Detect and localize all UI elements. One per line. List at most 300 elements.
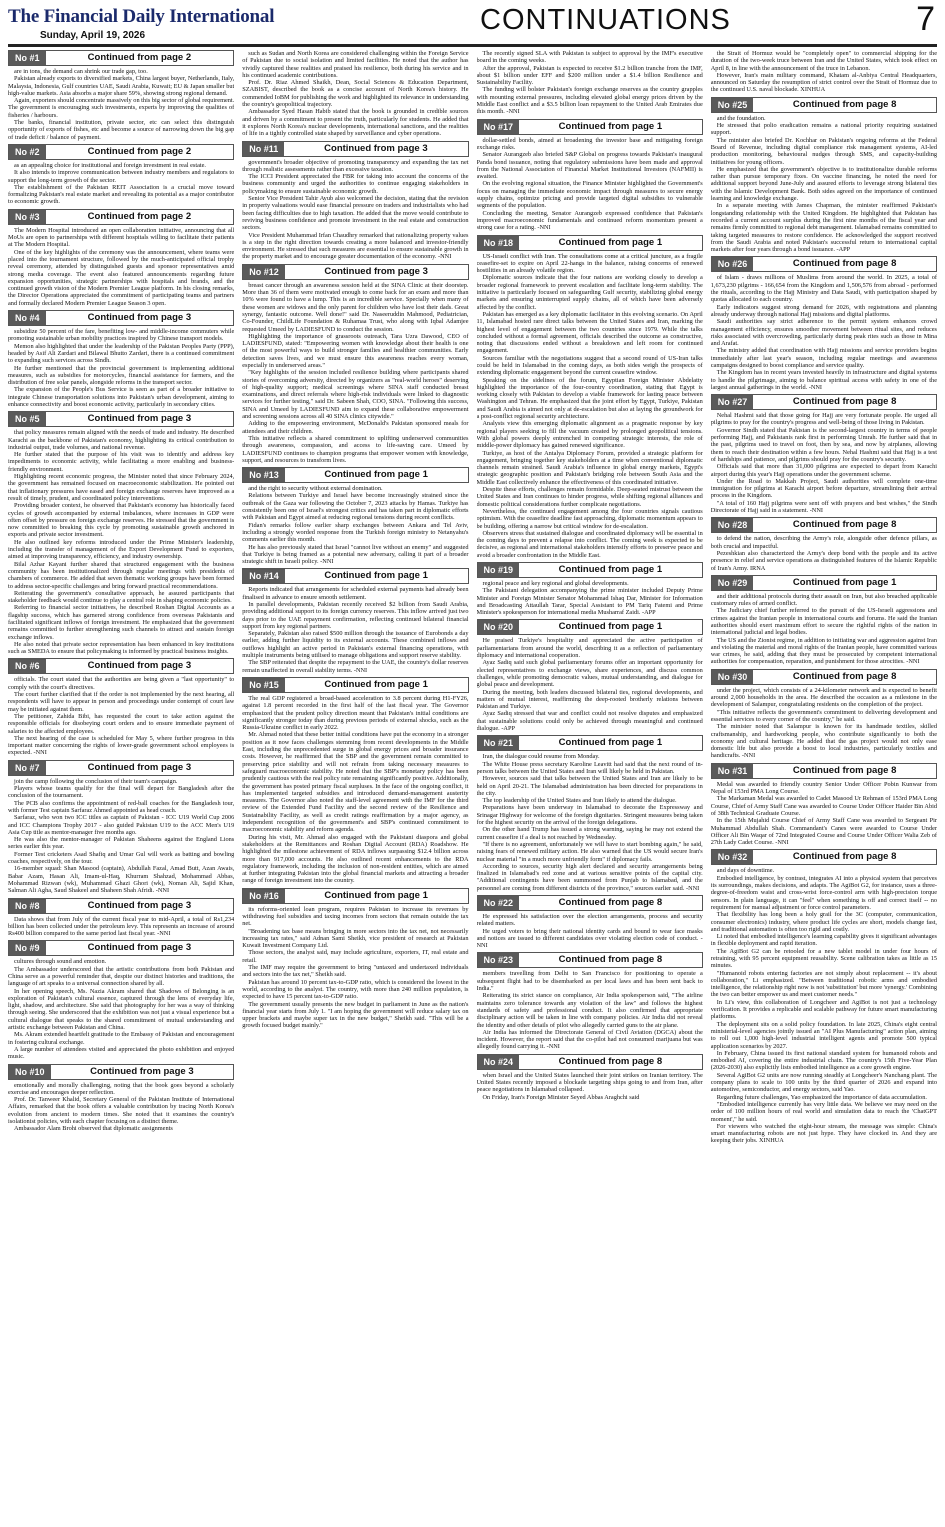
article-title: Continued from page 3 [87,899,192,911]
article [8,898,234,938]
article-paragraph: Prof. Dr. Riaz Ahmed Shaikh, Dean, Social Sciences & Education Department, SZABIST, described the book as a concise account of North Korea's history. He commended IoBM for publishing the work and highlighted its relevance in understanding the country's geopolitical trajectory. [242,79,469,109]
article-paragraph: The funding will bolster Pakistan's foreign exchange reserves as the country grapples with mounting external pressures, including elevated global energy prices driven by the Middle East conflict and a $3.5 billion loan repayment to the United Arab Emirates due this month. -NNI [476,86,703,116]
article-paragraph: He has also previously stated that Israel "cannot live without an enemy" and suggested that Turkiye is being framed as a potential new adversary, calling it part of a broader strategic shift in Israeli policy. -NNI [242,543,469,566]
article [8,144,234,206]
article [711,517,937,571]
article-paragraph: During the meeting, both leaders discussed bilateral ties, regional developments, and matters of mutual interest, reaffirming the deep-rooted brotherly relations between Pakistan and Turkiye. [476,688,703,711]
article-title: Continued from page 1 [558,236,663,248]
article-title: Continued from page 3 [87,942,192,954]
article-paragraph: Senior Vice President Tahir Ayub also welcomed the decision, stating that the revision in property valuations would ease financial pressure on traders and industrialists who had been facing difficulties due to high taxation. He added that the move would contribute to reviving business confidence and promote investment in the real estate and construction sectors. [242,195,469,232]
article-paragraph: Embodied intelligence, by contrast, integrates AI into a physical system that perceives its surroundings, makes decisions, and adapts. The AgiBot G2, for instance, uses a three-degree-of-freedom waist and cross-wrist force-control arm with high-precision torque sensors. In plain language, it can "feel" when something is off and correct itself -- no requirement for manual adjustment or force control parameters. [710,874,937,911]
article-paragraph: Highlighting the importance of grassroots outreach, Tara Uzra Dawood, CEO of LADIESFUND, stated: "Empowering women with knowledge about their health is one of the most powerful ways to build stronger families and healthier communities. Early detection saves lives, and we must ensure this awareness reaches every woman, especially in underserved areas." [242,332,469,369]
article-number: No #19 [478,563,520,577]
article-paragraph: In Li's view, this collaboration of Longcheer and AgiBot is not just a technology verification. It provides a replicable and scalable pathway for future smart manufacturing platforms. [710,998,937,1021]
article-paragraph: when Israel and the United States launched their joint strikes on Iranian territory. The United States recently imposed a blockade targeting ships going to and from Iran, after peace negotiations in Islamabad collapsed. [476,1071,703,1094]
article-paragraph: 16-member squad: Shan Masood (captain), Abdullah Fazal, Amad Butt, Azan Awais, Babar Azam, Hasan Ali, Imam-ul-Haq, Khurram Shahzad, Mohammad Abbas, Mohammad Rizwan (wk), Muhammad Ghazi Ghori (wk), Noman Ali, Sajid Khan, Salman Ali Agha, Saud Shakeel and Shaheen Shah Afridi. -NNI [8,865,235,895]
article-number: No #9 [9,941,46,955]
article-paragraph: In parallel developments, Pakistan recently received $2 billion from Saudi Arabia, providing additional support to its foreign currency reserves. This inflow arrived just two days prior to the UAE repayment confirmation, reflecting continued bilateral financial support from key regional partners. [242,601,469,630]
article-title: Continued from page 8 [792,670,897,682]
article-number: No #14 [243,569,285,583]
article-header [8,898,234,914]
article-paragraph: Nehal Hashmi said that those going for Hajj are very fortunate people. He urged all pilgrims to pray for the country's progress and well-being of those living in Pakistan. [710,412,937,427]
article-paragraph: "Humanoid robots entering factories are not simply about replacement -- it's about collaboration," Li emphasized. "Between traditional robotic arms and embodied intelligence, the relationship right now is not 'substitution' but more 'synergy.' Combining the two can better empower us and meet customer needs." [710,969,937,999]
article-paragraph: The expansion of the People's Bus Service is seen as part of a broader initiative to integrate Chinese transportation solutions into Pakistan's urban development, aiming to enhance connectivity and boost economic activity, particularly in secondary cities. [8,386,235,408]
article-title: Continued from page 3 [90,1065,194,1077]
article-header [711,256,937,272]
article [242,141,468,261]
article-header [242,677,468,693]
article [242,467,468,565]
article-header [711,669,937,685]
article-paragraph: such as Sudan and North Korea are considered challenging within the Foreign Service of Pakistan due to social isolation and limited facilities. He noted that the author has vividly captured these realities and praised his resilience, both during his service and in his continued academic contributions. [242,50,469,79]
article-header [711,517,937,533]
article-paragraph: After the approval, Pakistan is expected to receive $1.2 billion tranche from the IMF, about $1 billion under EFF and $200 million under a $1.4 billion Resilience and Sustainability Facility. [476,64,703,87]
article-number: No #11 [243,142,284,156]
article-header [711,97,937,113]
article-paragraph: The Kingdom has in recent years invested heavily in infrastructure and digital systems to handle the pilgrimage, aiming to balance spiritual access with safety in one of the largest annual gatherings in the world. -NNI [710,369,937,391]
article-columns [8,50,937,1521]
article-paragraph: He emphasized that the government's objective is to institutionalize durable reforms rather than pursue temporary fixes. On vaccine financing, he noted the need for additional support beyond June-July and assured efforts to leverage strong bilateral ties with the Islamic Development Bank. Both sides agreed on the importance of continued learning and knowledge exchange. [710,165,937,203]
article [711,50,937,94]
article-header [477,619,703,635]
article-number: No #21 [478,736,520,750]
article-body [477,753,703,892]
article-title: Continued from page 8 [792,851,897,863]
article-body [477,970,703,1050]
article-paragraph: The AgiBot G2 can be retooled for a new tablet model in under four hours of retraining, with 95 percent equipment reusability. Scene calibration takes as little as 15 minutes. [710,947,937,970]
article-title: Continued from page 2 [87,52,192,63]
article [711,97,937,254]
article-title: Continued from page 1 [324,889,428,901]
article-paragraph: its reforms-oriented loan program, requires Pakistan to increase its revenues by withdrawing fuel subsidies and taxing incomes from sectors that remain outside the tax net. [242,905,469,928]
article-title: Continued from page 1 [558,564,663,575]
article-paragraph: Those sectors, the analyst said, may include agriculture, exporters, IT, real estate and retail. [242,949,469,964]
column-2 [242,50,468,1521]
article-header [242,467,468,483]
article-title: Continued from page 1 [558,737,663,749]
article [477,119,703,232]
article-body [711,867,937,1144]
article [8,1064,234,1133]
article-paragraph: Vice President Muhammad Irfan Chaudhry remarked that rationalizing property values is a step in the right direction towards creating a more balanced and investor-friendly environment. He stressed that such measures are essential to ensure sustainable growth in the property market and to encourage greater documentation of the economy. -NNI [242,231,469,261]
article-paragraph: "If there is no agreement, unfortunately we will have to start bombing again," he said, raising fears of renewed military action. He also warned that the US would secure Iran's nuclear material "in a much more unfriendly form" if diplomacy fails. [476,840,703,863]
article-header [242,264,468,280]
article-paragraph: are in tons, the demand can shrink our trade gap, too. [14,68,148,75]
article-body [711,687,937,760]
article-paragraph: subsidize 50 percent of the fare, benefiting low- and middle-income commuters while promoting sustainable urban mobility practices inspired by Chinese transport models. [8,328,235,343]
article-body [242,695,468,885]
article-header [242,568,468,584]
article-paragraph: and their additional protocols during their assault on Iran, but also breached applicable customary rules of armed conflict. [710,592,937,608]
article-paragraph: Medal was awarded to friendly country Senior Under Officer Pobin Kunwar from Nepal of 153rd PMA Long Course. [710,780,937,796]
article-number: No #16 [243,889,285,903]
article-title: Continued from page 8 [558,954,663,966]
article-paragraph: Mr. Ahmad noted that these better initial conditions have put the economy in a stronger position as it now faces challenges stemming from recent developments in the Middle East, including the unprecedented surge in global energy prices and broader insurance costs. However, he reaffirmed that the SBP and the government remain committed to preserving price stability and will not refrain from taking necessary measures to safeguard macroeconomic stability. He noted that the SBP's monetary policy has been prudently cautious with the real policy rate remaining significantly positive. Additionally, the government has posted primary fiscal surpluses. In the face of the ongoing conflict, it has implemented targeted subsidies and introduced demand-management austerity measures. The Governor also noted the staff-level agreement with the IMF for the third review of the Extended Fund Facility and the second review of the Resilience and Sustainability Facility, as well as credit ratings reaffirmation by a major agency, as independent recognition of the government's and SBP's continued commitment to macroeconomic stability and reform agenda. [242,731,469,834]
article-paragraph: Fidan's remarks follow earlier sharp exchanges between Ankara and Tel Aviv, including a strongly worded response from the Turkish foreign ministry to Netanyahu's comments earlier this month. [242,521,469,544]
column-4 [711,50,937,1521]
article-paragraph: US-Israeli conflict with Iran. The consultations come at a critical juncture, as a fragile ceasefire-set to expire on April 22-hangs in the balance, raising concerns of renewed hostilities in an already volatile region. [476,252,703,275]
article-paragraph: The next hearing of the case is scheduled for May 5, where further progress in this important matter concerning the rights of lower-grade government school employees is expected. -NNI [8,734,235,757]
article-header [242,141,468,157]
article-paragraph: Analysts view this emerging diplomatic alignment as a pragmatic response by key regional players seeking to fill the vacuum created by prolonged geopolitical tensions. With global powers deeply entrenched in competing strategic interests, the role of middle-power diplomacy has gained renewed significance. [476,420,703,450]
article-body [8,68,234,141]
article-header [477,952,703,968]
article-title: Continued from page 8 [558,896,663,908]
article-body [711,593,937,666]
article-number: No #23 [478,953,520,967]
article-body [711,115,937,254]
article-paragraph: "This initiative reflects the government's commitment to delivering development and essential services to every corner of the country," he said. [710,708,937,723]
article-title: Continued from page 1 [324,570,428,582]
article-body [477,637,703,732]
article-paragraph: cultures through sound and emotion. [14,958,107,966]
article-paragraph: regional peace and key regional and global developments. [482,580,629,587]
article-title: Continued from page 8 [792,258,897,270]
article-body [242,485,468,565]
article-paragraph: Memon also highlighted that under the leadership of the Pakistan Peoples Party (PPP), headed by Asif Ali Zardari and Bilawal Bhutto Zardari, there is a continued commitment to expanding such services across Sindh. [8,342,235,365]
article [477,619,703,732]
article-number: No #13 [243,468,285,482]
article-number: No #15 [243,678,285,692]
article-header [8,1064,234,1080]
article-paragraph: The IMF may require the government to bring "untaxed and undertaxed individuals and sectors into the tax net," Sheikh said. [242,964,469,979]
article-paragraph: A large number of attendees visited and appreciated the photo exhibition and enjoyed music. [8,1045,235,1061]
article-number: No #28 [712,518,754,532]
article [711,763,937,847]
article-number: No #6 [9,659,46,673]
article-paragraph: "Broadening tax base means bringing in more sectors into the tax net, not necessarily increasing tax rates," said Adnan Sami Sheikh, vice president of research at Pakistan Kuwait Investment Company Ltd. [242,927,469,950]
article-header [711,575,937,591]
article-paragraph: The Markaman Medal was awarded to Cadet Masood Ur Rehman of 153rd PMA Long Course, Chief of Army Staff Cane was awarded to Course Under Officer Haider Bin Abid of 38th Technical Graduate Course. [710,795,937,817]
article-number: No #3 [9,210,46,224]
article-number: No #20 [478,620,520,634]
article-number: No #27 [712,395,754,409]
article-paragraph: The SBP reiterated that despite the repayment to the UAE, the country's dollar reserves remain unaffected in overall stability terms. -NNI [242,659,469,674]
article-paragraph: Pakistan has around 10 percent tax-to-GDP ratio, which is considered the lowest in the world, according to the analyst. The country, with more than 240 million population, is expected to have 15 percent tax-to-GDP ratio. [242,978,469,1001]
article-title: Continued from page 2 [87,210,192,222]
article [477,235,703,559]
article-paragraph: The White House press secretary Karoline Leavitt had said that the next round of in-person talks between the United States and Iran will likely be held in Pakistan. [476,760,703,775]
article-number: No #30 [712,670,754,684]
article-paragraph: This initiative reflects a shared commitment to uplifting underserved communities through awareness, compassion, and access to life-saving care. Umeed by LADIESFUND continues to champion programs that empower women with knowledge, support, and resources to transform lives. [242,434,469,464]
article [8,760,234,895]
article-number: No #29 [712,576,754,590]
article [242,888,468,1030]
article-title: Continued from page 3 [324,265,428,277]
article-number: No #7 [9,761,46,775]
article-paragraph: He praised Turkiye's hospitality and appreciated the active participation of parliamentarians from around the world, describing it as a reflection of parliamentary diplomacy and international cooperation. [476,637,703,660]
article-paragraph: Under the Road to Makkah Project, Saudi authorities will complete one-time immigration for pilgrims at Karachi airport before departure, streamlining their arrival process in the Kingdom. [710,477,937,500]
article-paragraph: He urged voters to bring their national identity cards and bound to wear face masks and notices are issued to different candidates over violating election code of conduct. -NNI [476,927,703,950]
article-body [477,50,703,116]
article-body [8,916,234,938]
article-paragraph: In February, China issued its first national standard system for humanoid robots and embodied AI, covering the entire industrial chain. The country's 15th Five-Year Plan (2026-2030) also explicitly lists embodied intelligence as a core growth engine. [710,1049,937,1072]
article-paragraph: Diplomatic sources indicate that the four nations are working closely to develop a broader regional framework to prevent escalation and facilitate long-term stability. The initiative is particularly focused on safeguarding Gulf security, stabilizing global energy markets and ensuring uninterrupted supply chains, all of which have been adversely affected by the conflict. [476,274,703,311]
article [477,952,703,1050]
article-body [242,586,468,674]
article-paragraph: Ambassador Alam Brohi observed that diplomatic assignments [14,1125,173,1133]
article-paragraph: Separately, Pakistan also raised $500 million through the issuance of Eurobonds a day earlier, adding further liquidity to its external accounts. These combined inflows and outflows highlight an active period in Pakistan's external financing operations, with multiple instruments being utilised to manage obligations and support reserve stability. [242,630,469,660]
article-paragraph: Prof. Dr. Tanweer Khalid, Secretary General of the Pakistan Institute of International Affairs, remarked that the book offers a valuable contribution by tracing North Korea's evolution from ancient to modern times. She noted that it examines the country's isolationist policies, with each chapter focusing on a distinct theme. [8,1096,235,1126]
article-paragraph: Again, exporters should concentrate massively on this big sector of global requirement. The government is encouraging such investments, experts by improving the qualities of fisheries / harbours. [8,97,235,119]
article-paragraph: Early indicators suggest strong demand for 2026, with registrations and planning already underway through national Hajj missions and digital platforms. [710,303,937,318]
article-body [8,1082,234,1133]
article-number: No #26 [712,257,754,271]
article-paragraph: Pakistan has emerged as a key diplomatic facilitator in this evolving scenario. On April 11, Islamabad hosted rare direct talks between the United States and Iran, marking the highest level of engagement between the two countries since 1979. While the talks concluded without a formal agreement, officials described the outcome as constructive, noting that discussions ended without a breakdown and left room for continued engagement. [476,310,703,355]
article-paragraph: In the 15th Mujahid Course Chief of Army Staff Cane was awarded to Sergeant Pir Muhammad Abdullah Shah. Commandant's Canes were awarded to Course Under Officer Ali Bin Waqar of 72nd Integrated Course and Course Under Officer Walia Zeb of 27th Lady Cadet Course. -NNI [710,817,937,847]
article-paragraph: He further mentioned that the provincial government is implementing additional measures, such as subsidies for motorcycles, financial assistance for farmers, and the distribution of free solar panels, alongside reforms in the transport sector. [8,364,235,387]
article-paragraph: The ICCI President appreciated the FBR for taking into account the concerns of the business community and urged the authorities to continue engaging stakeholders in policymaking to ensure sustainable economic growth. [242,173,469,195]
article-title: Continued from page 2 [87,145,192,157]
article-body [242,50,468,138]
article-header [8,411,234,427]
article-paragraph: The Modern Hospital introduced an open collaboration initiative, announcing that all MoUs are open to partnerships with different hospitals willing to facilitate their patients at The Modern Hospital. [8,226,235,249]
article-title: Continued from page 3 [87,660,192,672]
article [477,735,703,892]
article-header [711,849,937,865]
article-paragraph: Ambassador Syed Hasan Habib stated that the book is grounded in credible sources and driven by a commitment to present the truth, particularly for students. He added that it explores North Korea's nuclear developments, international sanctions, and the realities of life in a tightly controlled state shaped by surveillance and cyber operations. [242,108,469,138]
article-header [8,310,234,326]
article-paragraph: Nevertheless, the continued engagement among the four countries signals cautious optimism. With the ceasefire deadline fast approaching, diplomatic momentum appears to be building, offering a narrow but critical window for de-escalation. [476,507,703,530]
article [8,940,234,1060]
article-paragraph: Providing broader context, he observed that Pakistan's economy has historically faced cycles of growth accompanied by external imbalances, where increases in GDP were often offset by pressure on foreign exchange reserves. He stressed that the government is now committed to breaking this cycle by promoting sustainable growth anchored in exports and private sector investment. [8,502,235,539]
article-paragraph: Reiterating its strict stance on compliance, Air India spokesperson said, "The airline maintains zero tolerance towards any violation of the law" and follows the highest standards of safety and professional conduct. It also confirmed that appropriate disciplinary action will be taken in line with company policies. Air India did not reveal the identity and other details of pilot who allegedly carried guns to the air plane. [476,992,703,1029]
article-paragraph: dollar-settled bonds, aimed at broadening the investor base and mitigating foreign exchange risks. [476,136,703,151]
article-paragraph: Regarding future challenges, Yao emphasized the importance of data accumulation. [716,1093,927,1101]
article-number: No #12 [243,265,285,279]
article-paragraph: He stressed that polio eradication remains a national priority requiring sustained support. [710,122,937,137]
article-number: No #5 [9,412,46,426]
article-title: Continued from page 1 [558,621,663,633]
article-paragraph: The court further clarified that if the order is not implemented by the next hearing, all respondents will have to appear in person and proceedings under contempt of court law may be initiated against them. [8,691,235,713]
article-body [711,535,937,571]
article-paragraph: The US and the Zionist regime, in addition to initiating war and aggression against Iran and violating the material and moral rights of the Iranian people, have committed various war crimes, he said, adding that they must be prosecuted by competent international authorities for compensation, reparation, and punishment for those atrocities. -NNI [710,636,937,666]
article-paragraph: Referring to financial sector initiatives, he described Roshan Digital Accounts as a flagship success, which has garnered strong confidence from overseas Pakistanis and facilitated significant inflows of foreign investment. He emphasized that the government remains committed to further strengthening such channels to attract and sustain foreign exchange inflows. [8,604,235,641]
article-paragraph: Relations between Turkiye and Israel have become increasingly strained since the outbreak of the Gaza war following the October 7, 2023 attacks by Hamas. Turkiye has consistently been one of Israel's strongest critics and has taken part in diplomatic efforts with Pakistan and Egypt aimed at reducing regional tensions during recent conflicts. [242,492,469,522]
article-header [711,763,937,779]
article-paragraph: and days of downtime. [716,867,775,875]
article-title: Continued from page 1 [324,469,428,481]
article-paragraph: He expressed his satisfaction over the election arrangements, process and security related matters. [476,912,703,928]
article-paragraph: Sarfaraz, who won two ICC titles as captain of Pakistan - ICC U19 World Cup 2006 and ICC Champions Trophy 2017 - also guided Pakistan U19 to the ACC Men's U19 Asia Cup title as mentor-manager five months ago. [8,814,235,836]
column-3 [477,50,703,1521]
article [242,264,468,464]
article-title: Continued from page 8 [792,519,897,531]
article-number: No #4 [9,311,46,325]
article-paragraph: The minister noted that Salampur is known for its handmade textiles, skilled craftsmanship, and hardworking people, who contribute significantly to both the economy and cultural heritage. He added that the gas project would not only ease domestic life but also provide a boost to local industries, particularly textiles and handicrafts. -NNI [710,723,937,760]
article-paragraph: Officials said that more than 31,000 pilgrims are expected to depart from Karachi airport during this year's Hajj operations under the government scheme. [710,463,937,478]
article-paragraph: The deployment sits on a solid policy foundation. In late 2025, China's eight central ministerial-level agencies jointly issued an "AI Plus Manufacturing" action plan, aiming to roll out 1,000 high-level industrial intelligent agents and promote 500 typical application scenarios by 2027. [710,1020,937,1050]
article [711,256,937,391]
article-paragraph: "Embodied intelligence currently has very little data. We believe we may need on the order of 100 million hours of real world and simulation data to reach the 'ChatGPT moment'," he said. [710,1100,937,1123]
article-paragraph: Several AgiBot G2 units are now running steadily at Longcheer's Nanchang plant. The company plans to scale to 100 units by the third quarter of 2026 and expand into automotive, semiconductor, and energy sectors, said Yao. [710,1071,937,1094]
article-body [477,580,703,616]
article-header [8,209,234,225]
article-body [711,412,937,514]
article-header [242,888,468,904]
article-paragraph: During his visit, Mr. Ahmad also engaged with the Pakistani diaspora and global stakeholders at the Remittances and Roshan Digital Account (RDA) Roadshow. He highlighted the milestone achievement of RDA inflows surpassing $12.4 billion across more than 917,000 accounts. He also outlined recent enhancements to the RDA regulatory framework, including the inclusion of non-resident entities, which are aimed at further integrating Pakistan into the global financial markets and attracting a broader range of foreign investment into the country. [242,833,469,885]
article-paragraph: Preparations have been underway in Islamabad to decorate the Expressway and Srinagar Highway for welcome of the foreign dignitaries. Stringent measures being taken for the highest security on the arrival of the foreign delegations. [476,804,703,827]
article-paragraph: The government usually presents the new budget in parliament in June as the nation's financial year starts from July 1. "I am hoping the government will reduce salary tax on upper brackets and maybe super tax in the new budget," Sheikh said. "This will be a growth focused budget mainly." [242,1000,469,1030]
article-paragraph: Players whose teams qualify for the final will depart for Bangladesh after the conclusion of the tournament. [8,785,235,800]
article-paragraph: The petitioner, Zahida Bibi, has requested the court to take action against the responsible officials for disobeying court orders and to ensure immediate payment of salaries to the affected employees. [8,712,235,735]
article-paragraph: Concluding the meeting, Senator Aurangzeb expressed confidence that Pakistan's improved macroeconomic fundamentals and continued reform momentum present a strong case for a rating. -NNI [476,209,703,232]
article-paragraph: He further stated that the purpose of his visit was to identify and address key impediments to economic activity, while facilitating a more enabling and business-friendly environment. [8,451,235,473]
article-paragraph: However, Iran's main military command, Khatam al-Anbiya Central Headquarters, announced on Saturday the resumption of strict control over the Strait of Hormuz due to the continued U.S. naval blockade. XINHUA [710,71,937,94]
article [242,677,468,885]
column-1 [8,50,234,1521]
article-number: No #8 [9,899,46,913]
article-paragraph: Ms. Akram extended heartfelt gratitude to the Embassy of Pakistan and encouragement in fostering cultural exchange. [8,1031,235,1046]
article-header [711,394,937,410]
article-number: No #1 [9,51,46,65]
article-title: Continued from page 3 [87,761,192,773]
article-paragraph: Governor Sindh stated that Pakistan is the second-largest country in terms of people performing Hajj, and Pakistanis rank first in performing Umrah. He further said that in the past, pilgrims used to travel on foot, then by sea, and now by airplanes, allowing them to reach their destination within a few hours. Nehal Hashmi said that Hajj is a test of hardships and patience, and pilgrims should pray for the country's security. [710,426,937,463]
article-paragraph: Reiterating the government's consultative approach, he assured participants that stakeholder feedback would continue to play a central role in shaping economic policies. [8,589,235,605]
article [8,411,234,655]
article-paragraph: The top leadership of the United States and Iran likely to attend the dialogue. [482,797,677,805]
article-paragraph: It also intends to improve communication between industry members and regulators to support the long-term growth of the sector. [8,169,235,184]
article-body [477,253,703,559]
article-title: Continued from page 1 [792,576,897,588]
article-paragraph: join the camp following the conclusion of their team's campaign. [14,777,178,785]
article-paragraph: The ministry added that coordination with Hajj missions and service providers begins immediately after last year's season, including regular meetings and awareness campaigns designed to boost compliance and service quality. [710,347,937,369]
article-paragraph: Despite these efforts, challenges remain formidable. Deep-seated mistrust between the United States and Iran continues to hinder progress, while shifting regional alliances and domestic political considerations further complicate negotiations. [476,486,703,508]
article-paragraph: Highlighting recent economic progress, the Minister noted that since February 2024, the government has remained focused on macroeconomic stabilization. He pointed out that inflationary pressures have eased and foreign exchange reserves have improved as a result of timely, prudent, and coordinated policy interventions. [8,473,235,502]
article-paragraph: "Key highlights of the session included resilience building where participants shared stories of overcoming adversity, directed by organizers as "real-world heroes" deserving of high-quality support; medical screenings where SINA staff conducted breast examinations, and direct referrals where high-risk individuals were linked to diagnostic services for further testing," said Dr. Sabeen Shah, COO, SINA. "Following this success, SINA and Umeed by LADIESFUND aim to expand these collaborative empowerment and screening sessions across all 40 SINA clinics citywide." [242,369,469,421]
article-body [8,429,234,655]
article-paragraph: breast cancer through an awareness session held at the SINA Clinic at their doorstep. More than 36 of them were motivated enough to come back for an exam and more than 10% were found to have a lump. This is an incredible service. Specially when many of these women are widows and the only parent for children who have lost their dads. Great synergy, fantastic outcome. Well done!" said Dr. Naseeruddin Mahmood, Pediatrician, Co-Founder, ChildLife Foundation & Ruhamaa Trust, who along with Iqbal Adamjee requested Umeed by LADIESFUND to conduct the session. [242,281,469,333]
article-body [477,913,703,949]
article [242,50,468,138]
article-paragraph: Pakistan already exports to diversified markets, China largest buyer, Netherlands, Italy, Malaysia, Indonesia, Gulf countries UAE, Saudi Arabia, Kuwait; EU & Japan smaller but high-value markets. Asia absorbs a major share 59%, showing strong regional demand. [8,75,235,97]
article-header [477,562,703,578]
article-paragraph: Data shows that from July of the current fiscal year to mid-April, a total of Rs1,234 billion has been collected under the petroleum levy. This represents an increase of around Rs400 billion compared to the same period last fiscal year. -NNI [8,915,235,938]
issue-date: Sunday, April 19, 2026 [40,30,146,41]
article-body [711,50,937,94]
article-paragraph: Turkiye, as host of the Antalya Diplomacy Forum, provided a strategic platform for engagement, bringing together key stakeholders at a time when conventional diplomatic channels remain strained. Saudi Arabia's influence in global energy markets, Egypt's strategic geographic position and Pakistan's bridging role between South Asia and the Middle East collectively enhance the effectiveness of this coordinated initiative. [476,449,703,486]
article-paragraph: officials. The court stated that the authorities are being given a "last opportunity" to comply with the court's directives. [8,676,235,691]
article-header [8,940,234,956]
article-number: No #25 [712,98,754,112]
article-paragraph: One of the key highlights of the ceremony was the announcement, where teams were placed into the tournament structure, followed by the much-anticipated official trophy reveal ceremony, attended by distinguished guests and sponsor representatives amid strong media coverage. The event also featured announcements regarding future expansion opportunities, strategic partnerships with hospitals and brands, and the continued growth vision of the Modern Premier League platform. In his closing remarks, the Director Operations appreciated the commitment of participating teams and partners and formally declared Modern Premier League Season 3 open. [8,248,235,307]
article [711,394,937,514]
article-paragraph: On the evolving regional situation, the Finance Minister highlighted the Government's focus on managing the immediate economic impact through measures to secure energy supply chains, optimize pricing and provide targeted digital subsidies to vulnerable segments of the population. [476,180,703,210]
page-number: 7 [916,0,935,38]
article [477,895,703,949]
article-paragraph: The PCB also confirms the appointment of red-ball coaches for the Bangladesh tour, with former Test captain Sarfaraz Ahmed appointed as head coach. [8,799,235,814]
article [477,562,703,616]
article [8,310,234,408]
article-body [8,958,234,1060]
article-paragraph: Ayaz Sadiq stressed that war and conflict could not resolve disputes and emphasized that sustainable solutions could only be achieved through meaningful and continued dialogue. -APP [476,710,703,733]
article-title: Continued from page 8 [792,764,897,776]
article [8,50,234,141]
article-paragraph: The Judiciary chief further referred to the pursuit of the US-Israeli aggressions and crimes against the Iranian people in international courts and forums. He said the Iranian authorities should exert maximum effort to secure the rightful rights of the nation in international judicial and legal bodies. [710,607,937,637]
article-paragraph: Li noted that embodied intelligence's learning capability gives it significant advantages in flexible deployment and rapid iteration. [710,933,937,948]
article [8,209,234,307]
article [242,568,468,674]
article-body [242,282,468,464]
article-paragraph: Pezeshkian also characterized the Army's deep bond with the people and its active presence in relief and service operations as distinguished features of the Islamic Republic of Iran's Army. IRNA [710,549,937,572]
article-number: No #17 [478,120,520,134]
article-title: Continued from page 8 [792,396,897,408]
masthead-rule [8,44,937,47]
article-paragraph: of Islam - draws millions of Muslims from around the world. In 2025, a total of 1,673,230 pilgrims - 166,654 from the Kingdom and 1,506,576 from abroad - performed the rituals, according to the Hajj Ministry and Data Saudi, with participation shaped by quotas allocated to each country. [710,274,937,304]
article-paragraph: According to sources, security high alert declared and security arrangements being finalized in Islamabad's red zone and at various sensitive points of the capital city. "Additional contingents have been summoned from Punjab to Islamabad, and the personnel are coming from different districts of the province," sources earlier said. -NNI [476,862,703,892]
article-body [711,781,937,847]
article-body [8,778,234,895]
article-paragraph: The establishment of the Pakistan REIT Association is a crucial move toward formalizing Pakistan's real estate market and revealing its potential as a major contributor to economic growth. [8,183,235,206]
article [711,849,937,1144]
article-paragraph: Ayaz Sadiq said such global parliamentary forums offer an important opportunity for elected representatives to exchange views, share experiences, and discuss common challenges, while promoting democratic values, mutual understanding, and dialogue for global peace and development. [476,659,703,689]
article-paragraph: to defend the nation, describing the Army's role, alongside other defence pillars, as both crucial and impactful. [710,535,937,550]
article-paragraph: "A total of 160 Hajj pilgrims were sent off with prayers and best wishes," the Sindh Directorate of Hajj said in a statement. -NNI [710,499,937,515]
article [711,669,937,760]
article-paragraph: Bilal Azhar Kayani further shared that structured engagement with the business community has been institutionalized through regular meetings with presidents of chambers of commerce. He added that seven thematic working groups have been formed to address sector-specific challenges and bring forward practical recommendations. [8,560,235,590]
masthead [8,0,937,50]
article-paragraph: However, sources said that talks between the United States and Iran are likely to be held on April 20-21. The Islamabad administration has been directed for preparations in the city. [476,775,703,797]
article-paragraph: The real GDP registered a broad-based acceleration to 3.8 percent during H1-FY26, against 1.8 percent recorded in the first half of the last fiscal year. The Governor emphasized that the prudent policy direction meant that Pakistan's initial conditions are significantly stronger today than during previous periods of external shocks, such as the Russia-Ukraine conflict in early 2022. [242,694,469,732]
article-paragraph: and the right to security without external domination. [248,485,383,493]
article-paragraph: emotionally and morally challenging, noting that the book goes beyond a scholarly exercise and encourages deeper reflection. [8,1081,235,1096]
article-header [8,760,234,776]
article-title: Continued from page 8 [792,98,897,110]
article-body [8,162,234,206]
article-paragraph: He was also the mentor-manager of Pakistan Shaheens against the England Lions series earlier this year. [8,836,235,851]
article-paragraph: that policy measures remain aligned with the needs of trade and industry. He described Karachi as the backbone of Pakistan's economy, highlighting its critical contribution to industrial output, trade volumes, and national revenue. [8,429,235,451]
article-title: Continued from page 1 [324,678,428,690]
article-body [711,274,937,391]
article-paragraph: members travelling from Delhi to San Francisco for positioning to operate a subsequent flight had to be disembarked as per local laws and has been sent back to India." [476,970,703,993]
article-paragraph: The banks, financial institution, private sector, etc can select this distinguish opportunity of exports of fishes, etc and become a source of narrowing down the big gap of trade deficit / balance of payment. [8,119,235,141]
article-paragraph: as an appealing choice for institutional and foreign investment in real estate. [14,161,206,169]
article-paragraph: That flexibility has long been a holy grail for the 3C (computer, communication, consumer electronics) industry, where product life cycles are short, models change fast, and traditional automation is often too rigid and costly. [710,911,937,933]
article-body [8,227,234,307]
article-body [8,676,234,756]
article-body [8,328,234,408]
article-header [477,735,703,751]
article [8,658,234,756]
article-number: No #18 [478,236,520,250]
article-paragraph: under the project, which consists of a 24-kilometer network and is expected to benefit around 2,000 households in the area. He described the occasion as a milestone in the development of Salampur, congratulating residents on the completion of the project. [710,686,937,709]
article-paragraph: Saudi authorities say strict adherence to the permit system enhances crowd management efficiency, ensures smoother movement between ritual sites, and reduces risks associated with overcrowding, particularly during peak rites such as those in Mina and Arafat. [710,318,937,348]
article-number: No #2 [9,145,46,159]
article-paragraph: Speaking on the sidelines of the forum, Egyptian Foreign Minister Abdelatty highlighted the importance of the four-country coordination, stating that Egypt is working closely with Pakistan to develop a viable framework for lasting peace between Washington and Tehran. He emphasized that the joint effort by Egypt, Turkiye, Pakistan and Saudi Arabia is aimed not only at de-escalation but also at laying the groundwork for a post-conflict regional security architecture. [476,376,703,421]
article-number: No #24 [478,1055,520,1069]
article-number: No #22 [478,896,520,910]
article-body [477,137,703,232]
article-paragraph: He also noted that private sector representation has been enhanced in key institutions such as SMEDA to ensure that policymaking is informed by practical business insights. [8,640,235,656]
article-title: Continued from page 3 [87,312,192,324]
article-title: Continued from page 3 [324,142,428,154]
article-paragraph: In a separate meeting with James Chapman, the minister reaffirmed Pakistan's longstanding relationship with the United Kingdom. He highlighted that Pakistan has recorded a current account surplus during the first nine months of the fiscal year and remains firmly committed to regional debt management. Islamabad remains committed to taking targeted measures to restore confidence. He acknowledged the support received from the Saudi Arabia and noted Pakistan's successful return to international capital markets after four years through a bond issuance. -APP [710,202,937,254]
article-header [477,119,703,135]
article-paragraph: Former Test cricketers Asad Shafiq and Umar Gul will work as batting and bowling coaches, respectively, on the tour. [8,850,235,866]
article-paragraph: Air India has informed the Directorate General of Civil Aviation (DGCA) about the incident. However, the report said that the co-pilot had not consumed marijuana but was allegedly found carrying it. -NNI [476,1028,703,1051]
article-header [8,144,234,160]
article-header [8,50,234,66]
article [711,575,937,666]
article-paragraph: Adding to the empowering environment, McDonald's Pakistan sponsored meals for attendees and their children. [242,420,469,435]
article-paragraph: The Ambassador underscored that the artistic contributions from both Pakistan and China serve as a powerful reminder that, despite our distinct histories and traditions, the language of art speaks to a universal connection shared by all. [8,965,235,988]
article [477,50,703,116]
article-paragraph: government's broader objective of promoting transparency and expanding the tax net through realistic assessments rather than excessive taxation. [242,158,469,173]
article-paragraph: He also outlined key reforms introduced under the Prime Minister's leadership, including the transfer of management of the Export Development Fund to exporters, aimed at improving transparency, efficiency, and industry ownership. [8,538,235,561]
article-paragraph: The Pakistani delegation accompanying the prime minister included Deputy Prime Minister and Foreign Minister Senator Mohammad Ishaq Dar, Minister for Information and Broadcasting Attaullah Tarar, Special Assistant to PM Tariq Fatemi and Prime Minister's spokesperson for international media Musharraf Zaidi. -APP [476,587,703,617]
article-header [477,235,703,251]
article-paragraph: Iran, the dialogue could resume from Monday. [482,753,600,761]
